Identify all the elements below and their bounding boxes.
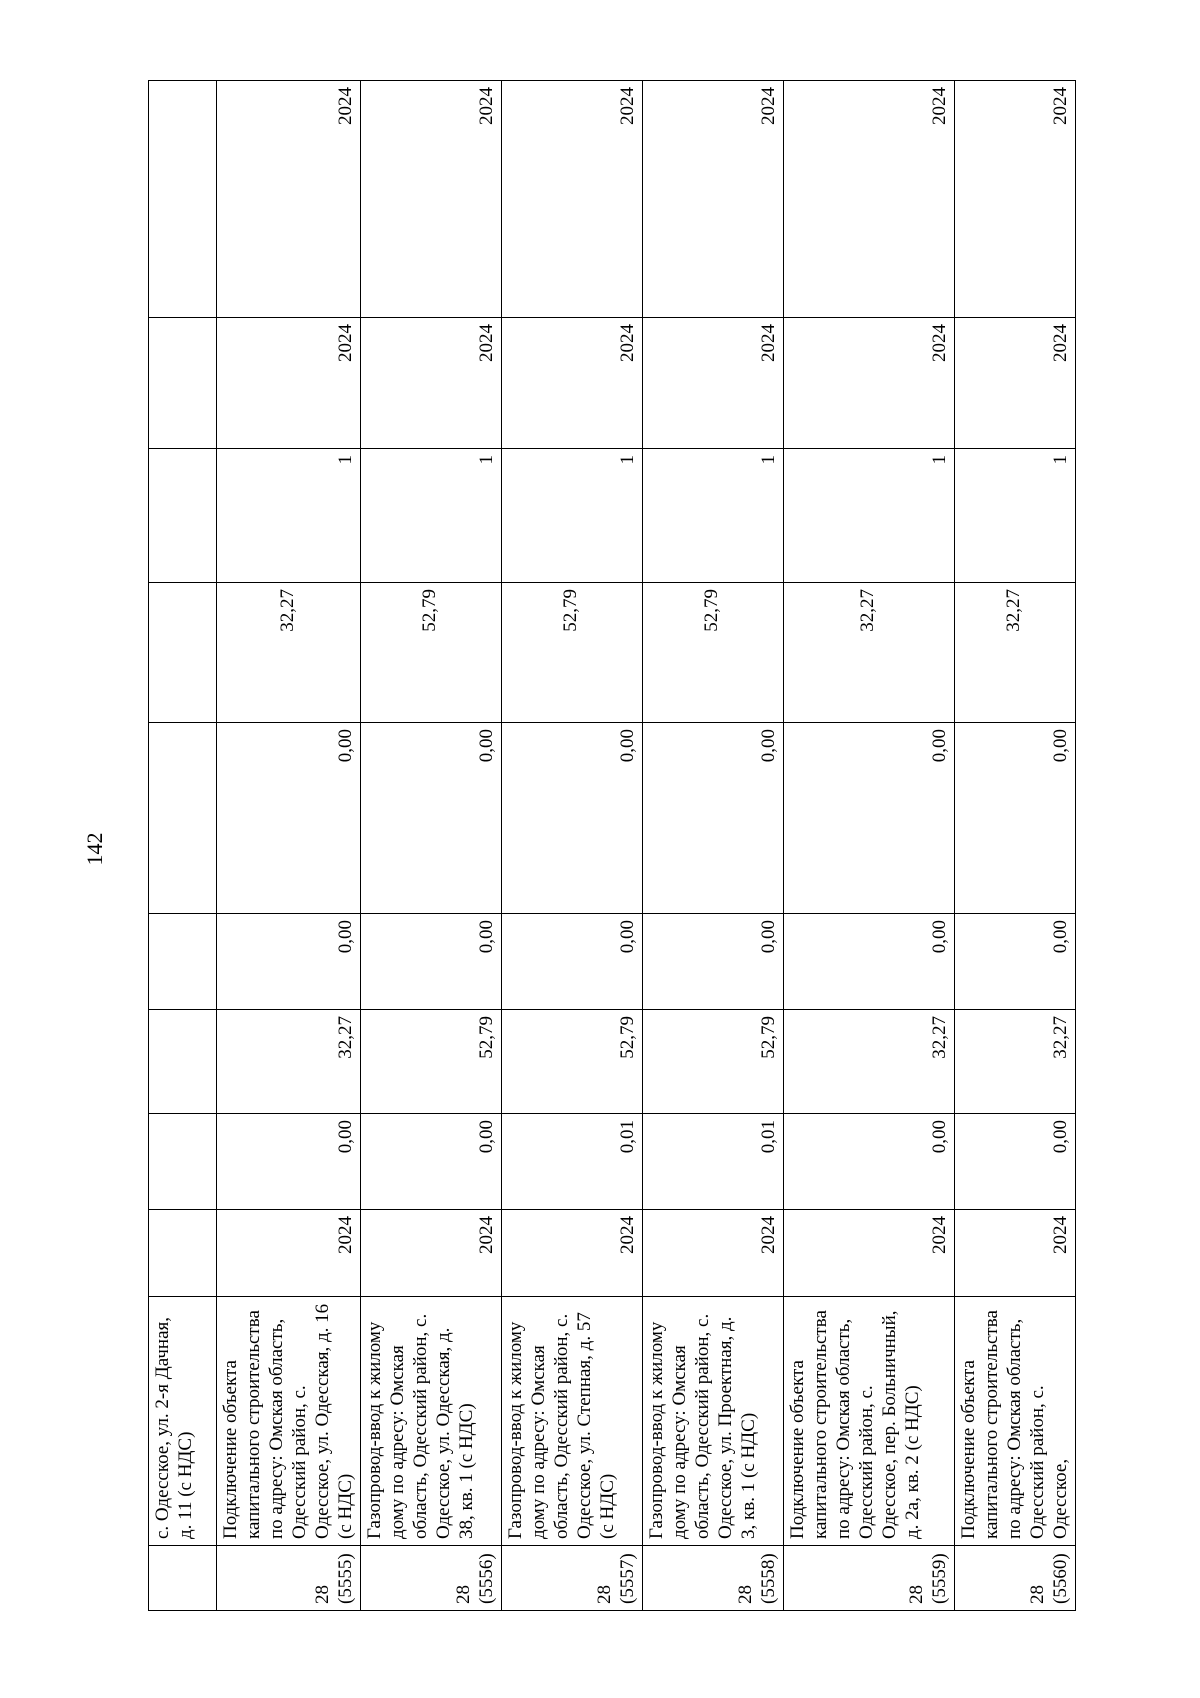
investment-table <box>148 80 1076 1611</box>
cell-num: 28 (5560) <box>955 1546 1076 1611</box>
cell-description: Подключение объекта капитального строительства по адресу: Омская область, Одесский район, с. Одесское, пер. Больничный, д. 2а, кв. 2 (с НДС) <box>784 1297 955 1546</box>
table-row <box>955 81 1076 1611</box>
rotated-table-wrapper <box>148 81 1071 1611</box>
cell-value: 52,79 <box>361 583 502 723</box>
cell-value: 0,00 <box>217 723 361 914</box>
cell-num: 28 (5558) <box>643 1546 784 1611</box>
cell-description: с. Одесское, ул. 2-я Дачная, д. 11 (с НДС) <box>149 1297 217 1546</box>
cell-year: 2024 <box>784 1210 955 1297</box>
cell-value: 0,00 <box>361 914 502 1010</box>
cell-value: 52,79 <box>643 583 784 723</box>
cell-value: 0,00 <box>784 1114 955 1210</box>
cell-empty <box>149 81 217 318</box>
table-row <box>502 81 643 1611</box>
cell-year: 2024 <box>643 318 784 449</box>
table-row <box>643 81 784 1611</box>
cell-description: Газопровод-ввод к жилому дому по адресу: Омская область, Одесский район, с. Одесское, ул. Степная, д. 57 (с НДС) <box>502 1297 643 1546</box>
cell-num: 28 (5557) <box>502 1546 643 1611</box>
cell-year: 2024 <box>955 1210 1076 1297</box>
cell-year: 2024 <box>217 318 361 449</box>
cell-year: 2024 <box>643 1210 784 1297</box>
cell-empty <box>149 723 217 914</box>
cell-year: 2024 <box>502 81 643 318</box>
cell-value: 52,79 <box>643 1010 784 1114</box>
cell-value: 0,00 <box>361 1114 502 1210</box>
cell-num <box>149 1546 217 1611</box>
cell-empty <box>149 583 217 723</box>
cell-value: 52,79 <box>361 1010 502 1114</box>
cell-count: 1 <box>361 449 502 583</box>
cell-num: 28 (5555) <box>217 1546 361 1611</box>
cell-value: 0,01 <box>643 1114 784 1210</box>
cell-year: 2024 <box>955 81 1076 318</box>
cell-value: 32,27 <box>955 583 1076 723</box>
cell-value: 52,79 <box>502 583 643 723</box>
cell-year: 2024 <box>361 1210 502 1297</box>
cell-value: 32,27 <box>217 583 361 723</box>
cell-year: 2024 <box>643 81 784 318</box>
cell-year: 2024 <box>502 318 643 449</box>
table-row-continued <box>149 81 217 1611</box>
table-row <box>217 81 361 1611</box>
cell-year: 2024 <box>217 1210 361 1297</box>
cell-value: 32,27 <box>955 1010 1076 1114</box>
cell-value: 52,79 <box>502 1010 643 1114</box>
cell-value: 0,00 <box>643 914 784 1010</box>
cell-num: 28 (5556) <box>361 1546 502 1611</box>
cell-value: 0,00 <box>784 723 955 914</box>
cell-value: 0,00 <box>955 1114 1076 1210</box>
cell-description: Газопровод-ввод к жилому дому по адресу: Омская область, Одесский район, с. Одесское, ул. Одесская, д. 38, кв. 1 (с НДС) <box>361 1297 502 1546</box>
cell-year: 2024 <box>361 318 502 449</box>
cell-count: 1 <box>955 449 1076 583</box>
cell-value: 0,00 <box>217 914 361 1010</box>
cell-value: 32,27 <box>217 1010 361 1114</box>
cell-empty <box>149 1010 217 1114</box>
cell-value: 0,01 <box>502 1114 643 1210</box>
page-number: 142 <box>82 832 107 866</box>
cell-year: 2024 <box>784 81 955 318</box>
cell-year: 2024 <box>784 318 955 449</box>
table-row <box>361 81 502 1611</box>
cell-value: 0,00 <box>643 723 784 914</box>
cell-empty <box>149 449 217 583</box>
cell-empty <box>149 1114 217 1210</box>
cell-description: Газопровод-ввод к жилому дому по адресу: Омская область, Одесский район, с. Одесское, ул. Проектная, д. 3, кв. 1 (с НДС) <box>643 1297 784 1546</box>
cell-value: 0,00 <box>502 723 643 914</box>
cell-description: Подключение объекта капитального строительства по адресу: Омская область, Одесский район, с. Одесское, <box>955 1297 1076 1546</box>
cell-value: 0,00 <box>955 723 1076 914</box>
cell-num: 28 (5559) <box>784 1546 955 1611</box>
cell-value: 0,00 <box>955 914 1076 1010</box>
cell-empty <box>149 914 217 1010</box>
cell-value: 0,00 <box>361 723 502 914</box>
cell-value: 0,00 <box>502 914 643 1010</box>
cell-count: 1 <box>217 449 361 583</box>
cell-description: Подключение объекта капитального строительства по адресу: Омская область, Одесский район, с. Одесское, ул. Одесская, д. 16 (с НДС) <box>217 1297 361 1546</box>
cell-year: 2024 <box>955 318 1076 449</box>
cell-empty <box>149 1210 217 1297</box>
cell-value: 32,27 <box>784 1010 955 1114</box>
cell-empty <box>149 318 217 449</box>
cell-value: 0,00 <box>217 1114 361 1210</box>
cell-year: 2024 <box>361 81 502 318</box>
cell-year: 2024 <box>217 81 361 318</box>
cell-value: 32,27 <box>784 583 955 723</box>
cell-count: 1 <box>643 449 784 583</box>
cell-count: 1 <box>502 449 643 583</box>
cell-count: 1 <box>784 449 955 583</box>
table-row <box>784 81 955 1611</box>
cell-year: 2024 <box>502 1210 643 1297</box>
cell-value: 0,00 <box>784 914 955 1010</box>
